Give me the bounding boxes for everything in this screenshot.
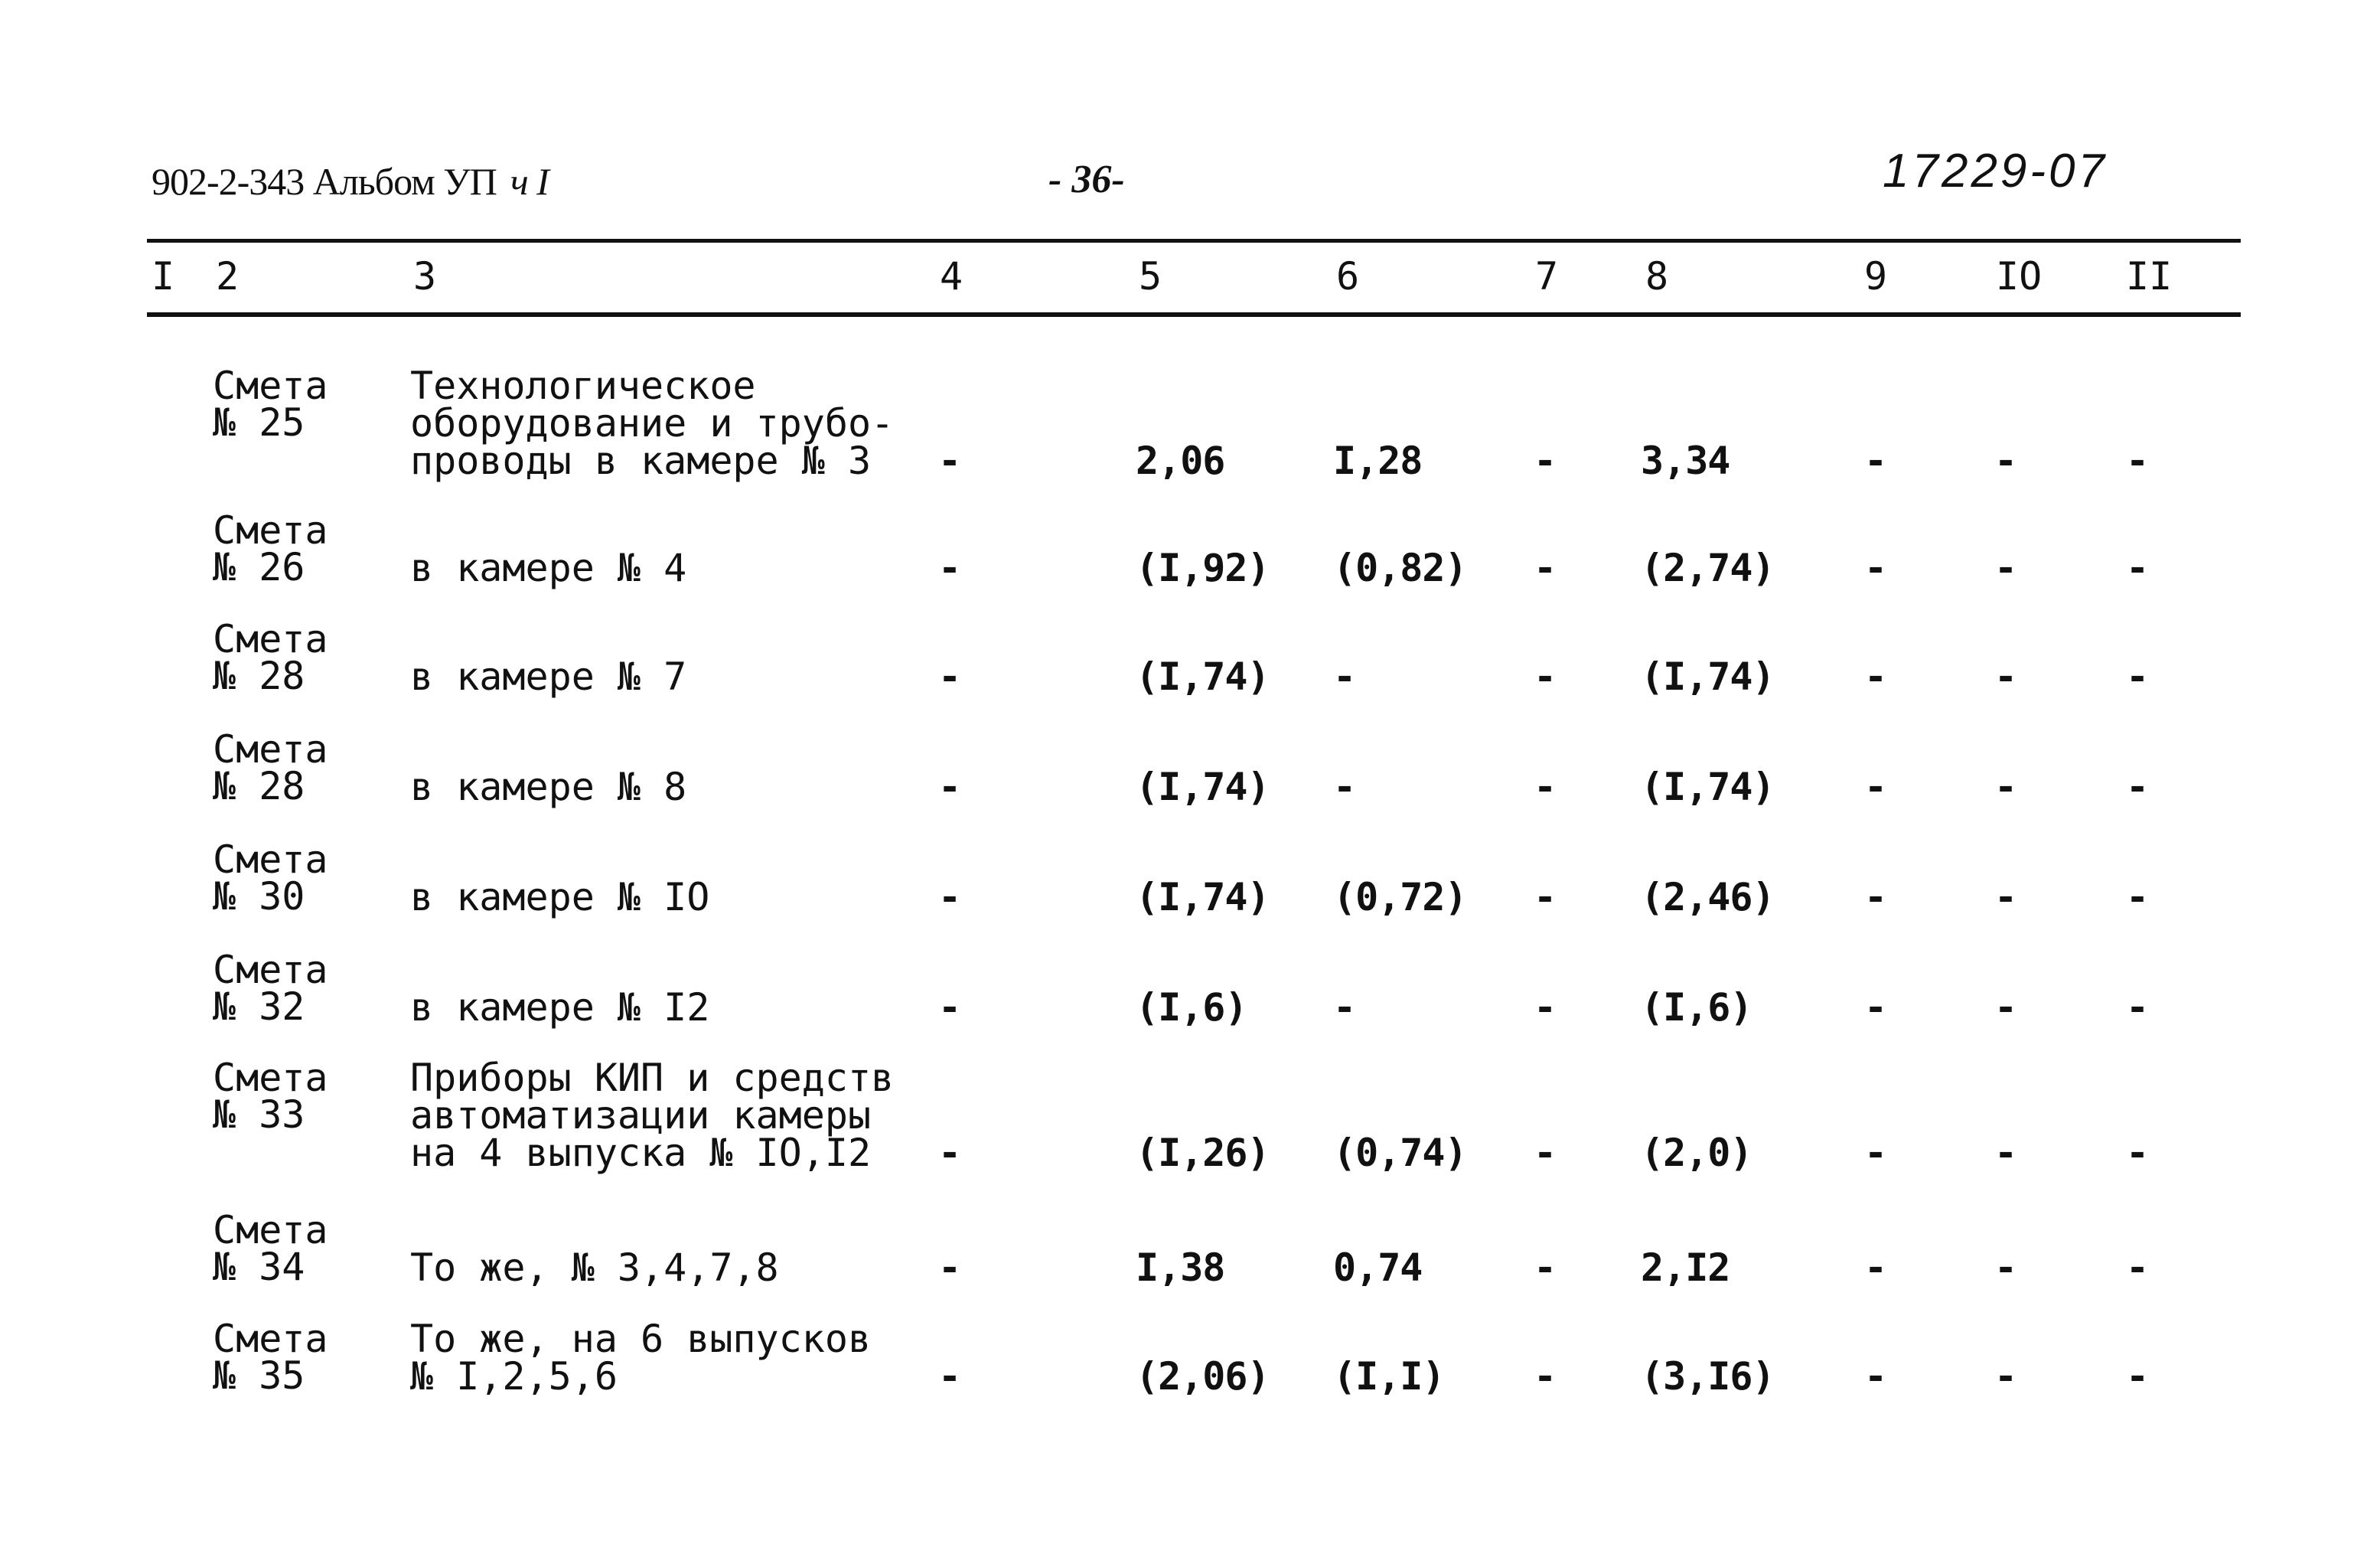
doc-code: 902-2-343 Альбом УП (152, 160, 497, 203)
cell-col-7: - (1534, 985, 1557, 1030)
cell-col-6: - (1333, 655, 1357, 699)
estimate-label (213, 1208, 328, 1289)
cell-col-10: - (1994, 875, 2018, 919)
cell-col-6: (0,72) (1333, 875, 1467, 919)
estimate-label (213, 727, 328, 808)
column-number-6: 6 (1336, 254, 1360, 299)
cell-col-4: - (938, 1354, 962, 1399)
estimate-label (213, 1056, 328, 1137)
cell-col-9: - (1864, 439, 1888, 483)
description-line: автоматизации камеры (410, 1093, 872, 1138)
column-number-2: 2 (216, 254, 240, 299)
column-number-1: I (152, 254, 175, 299)
column-number-4: 4 (940, 254, 963, 299)
cell-col-8: (2,74) (1641, 546, 1775, 590)
cell-col-11: - (2126, 985, 2150, 1030)
cell-col-9: - (1864, 546, 1888, 590)
column-number-3: 3 (413, 254, 437, 299)
estimate-label-word: Смета (213, 1056, 328, 1100)
description-line: То же, № 3,4,7,8 (410, 1245, 779, 1290)
cell-col-7: - (1534, 875, 1557, 919)
description-line: Приборы КИП и средств (410, 1056, 895, 1100)
estimate-label-word: Смета (213, 364, 328, 408)
table-top-rule (147, 239, 2241, 243)
table-header-rule (147, 312, 2241, 317)
estimate-label-number: № 28 (213, 654, 305, 698)
estimate-label-number: № 33 (213, 1092, 305, 1137)
estimate-description (410, 1056, 895, 1175)
cell-col-11: - (2126, 1131, 2150, 1175)
cell-col-5: (I,92) (1136, 546, 1270, 590)
description-line: в камере № 4 (410, 546, 687, 590)
cell-col-4: - (938, 1245, 962, 1290)
cell-col-6: 0,74 (1333, 1245, 1423, 1290)
estimate-label-word: Смета (213, 837, 328, 882)
cell-col-8: (I,74) (1641, 655, 1775, 699)
cell-col-6: (I,I) (1333, 1354, 1445, 1399)
cell-col-9: - (1864, 1245, 1888, 1290)
cell-col-9: - (1864, 655, 1888, 699)
estimate-label-word: Смета (213, 617, 328, 661)
estimate-description (410, 875, 710, 919)
cell-col-6: I,28 (1333, 439, 1423, 483)
estimate-label-number: № 30 (213, 874, 305, 919)
cell-col-8: 3,34 (1641, 439, 1730, 483)
cell-col-6: - (1333, 985, 1357, 1030)
estimate-description (410, 364, 895, 483)
cell-col-5: (I,74) (1136, 765, 1270, 809)
cell-col-10: - (1994, 546, 2018, 590)
estimate-label (213, 508, 328, 589)
estimate-description (410, 765, 687, 809)
cell-col-5: 2,06 (1136, 439, 1225, 483)
cell-col-11: - (2126, 546, 2150, 590)
cell-col-6: - (1333, 765, 1357, 809)
cell-col-10: - (1994, 765, 2018, 809)
description-line: № I,2,5,6 (410, 1354, 618, 1399)
estimate-label-word: Смета (213, 508, 328, 553)
cell-col-8: (2,0) (1641, 1131, 1752, 1175)
estimate-label-number: № 35 (213, 1353, 305, 1398)
cell-col-11: - (2126, 875, 2150, 919)
estimate-description (410, 546, 687, 590)
cell-col-11: - (2126, 439, 2150, 483)
cell-col-7: - (1534, 765, 1557, 809)
estimate-label (213, 364, 328, 445)
cell-col-4: - (938, 1131, 962, 1175)
cell-col-6: (0,82) (1333, 546, 1467, 590)
cell-col-10: - (1994, 1131, 2018, 1175)
cell-col-5: I,38 (1136, 1245, 1225, 1290)
estimate-label-word: Смета (213, 1317, 328, 1361)
cell-col-5: (I,74) (1136, 655, 1270, 699)
cell-col-9: - (1864, 985, 1888, 1030)
cell-col-7: - (1534, 1131, 1557, 1175)
cell-col-4: - (938, 546, 962, 590)
column-number-8: 8 (1645, 254, 1669, 299)
cell-col-4: - (938, 875, 962, 919)
description-line: проводы в камере № 3 (410, 439, 872, 483)
cell-col-11: - (2126, 655, 2150, 699)
doc-header-code (152, 159, 549, 204)
column-number-9: 9 (1864, 254, 1888, 299)
cell-col-5: (2,06) (1136, 1354, 1270, 1399)
page-number: - 36- (1048, 158, 1125, 201)
column-number-10: IO (1996, 254, 2043, 299)
cell-col-4: - (938, 765, 962, 809)
estimate-label (213, 617, 328, 698)
cell-col-11: - (2126, 1354, 2150, 1399)
cell-col-4: - (938, 985, 962, 1030)
estimate-label-word: Смета (213, 727, 328, 772)
cell-col-7: - (1534, 1245, 1557, 1290)
cell-col-8: (3,I6) (1641, 1354, 1775, 1399)
cell-col-10: - (1994, 439, 2018, 483)
cell-col-5: (I,26) (1136, 1131, 1270, 1175)
cell-col-10: - (1994, 1245, 2018, 1290)
cell-col-9: - (1864, 1131, 1888, 1175)
cell-col-7: - (1534, 546, 1557, 590)
cell-col-7: - (1534, 439, 1557, 483)
estimate-label-number: № 28 (213, 764, 305, 808)
cell-col-11: - (2126, 765, 2150, 809)
description-line: То же, на 6 выпусков (410, 1317, 872, 1361)
description-line: Технологическое (410, 364, 756, 408)
cell-col-9: - (1864, 875, 1888, 919)
cell-col-8: (I,74) (1641, 765, 1775, 809)
description-line: в камере № 8 (410, 765, 687, 809)
cell-col-8: 2,I2 (1641, 1245, 1730, 1290)
description-line: в камере № 7 (410, 655, 687, 699)
cell-col-8: (2,46) (1641, 875, 1775, 919)
estimate-label-number: № 32 (213, 984, 305, 1029)
cell-col-7: - (1534, 1354, 1557, 1399)
estimate-description (410, 1245, 779, 1290)
cell-col-4: - (938, 439, 962, 483)
estimate-description (410, 985, 710, 1030)
estimate-label (213, 1317, 328, 1398)
estimate-description (410, 1317, 872, 1399)
estimate-label-word: Смета (213, 948, 328, 992)
cell-col-11: - (2126, 1245, 2150, 1290)
description-line: оборудование и трубо- (410, 401, 895, 446)
column-number-7: 7 (1535, 254, 1559, 299)
description-line: в камере № IO (410, 875, 710, 919)
column-number-5: 5 (1139, 254, 1162, 299)
cell-col-5: (I,74) (1136, 875, 1270, 919)
description-line: в камере № I2 (410, 985, 710, 1030)
column-number-11: II (2126, 254, 2173, 299)
estimate-label (213, 837, 328, 919)
description-line: на 4 выпуска № IO,I2 (410, 1131, 872, 1175)
estimate-label-number: № 25 (213, 400, 305, 445)
cell-col-4: - (938, 655, 962, 699)
cell-col-8: (I,6) (1641, 985, 1752, 1030)
cell-col-7: - (1534, 655, 1557, 699)
estimate-description (410, 655, 687, 699)
cell-col-10: - (1994, 1354, 2018, 1399)
cell-col-10: - (1994, 985, 2018, 1030)
cell-col-10: - (1994, 655, 2018, 699)
estimate-label-number: № 34 (213, 1245, 305, 1289)
cell-col-5: (I,6) (1136, 985, 1247, 1030)
cell-col-6: (0,74) (1333, 1131, 1467, 1175)
cell-col-9: - (1864, 765, 1888, 809)
estimate-label-number: № 26 (213, 545, 305, 589)
inventory-number: 17229-07 (1883, 145, 2108, 198)
estimate-label (213, 948, 328, 1029)
doc-part: ч I (510, 160, 549, 203)
estimate-label-word: Смета (213, 1208, 328, 1252)
cell-col-9: - (1864, 1354, 1888, 1399)
